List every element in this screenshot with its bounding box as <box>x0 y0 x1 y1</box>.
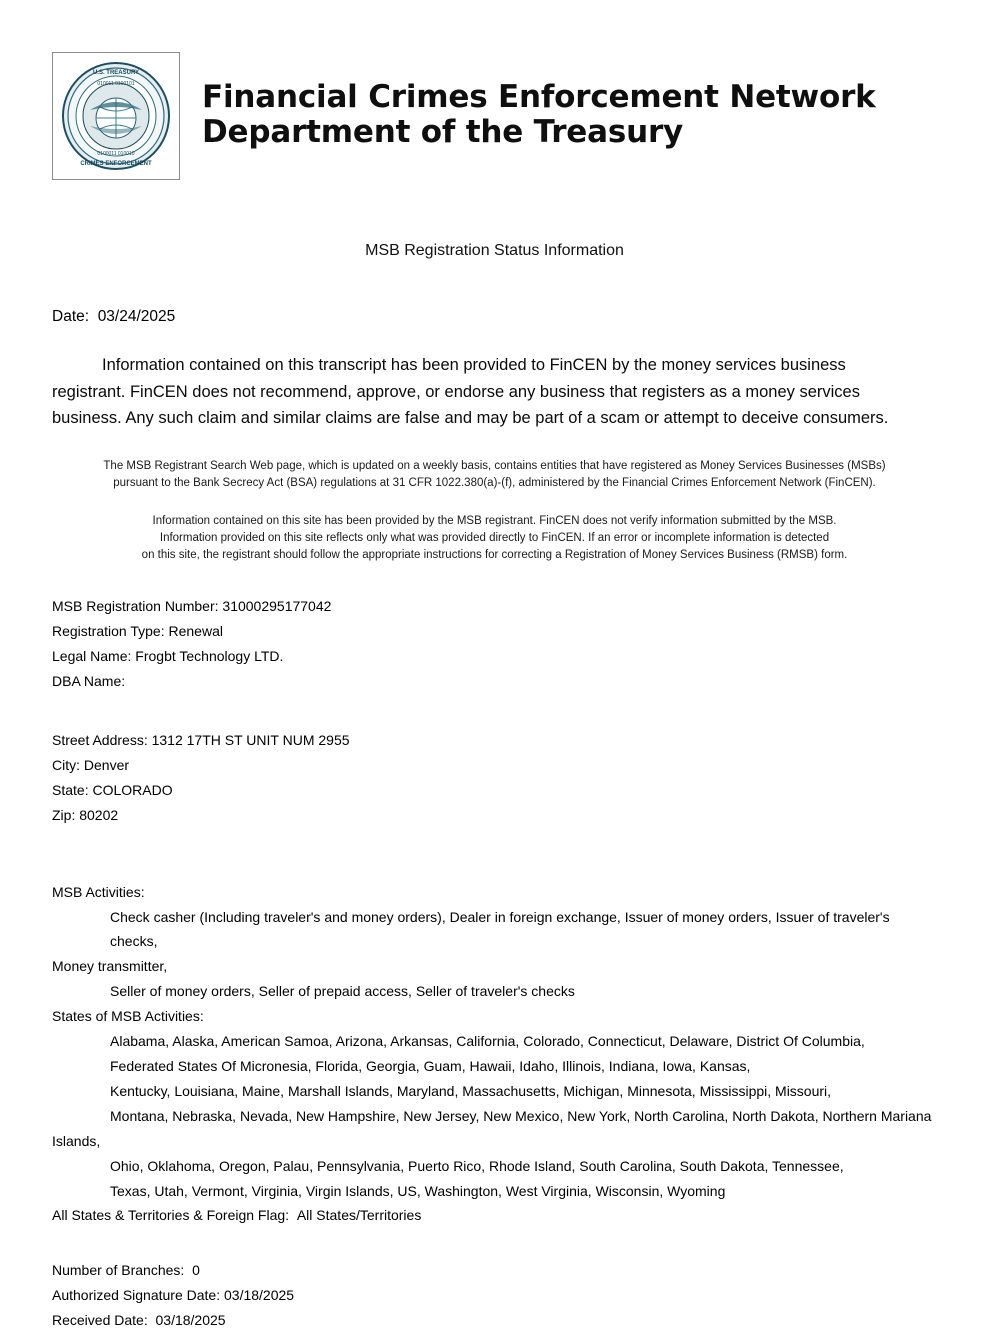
dba-name-label: DBA Name: <box>52 673 126 690</box>
dba-name-row <box>52 669 937 694</box>
legal-name-label: Legal Name: <box>52 648 132 665</box>
footer-fields <box>52 1258 937 1333</box>
city-label: City: <box>52 756 80 773</box>
authorized-signature-date-label: Authorized Signature Date: <box>52 1287 221 1304</box>
fine-print-2-line-1: Information contained on this site has been provided by the MSB registrant. FinCEN does not verify information submitted by the MSB. <box>152 514 837 527</box>
msb-activity-line: Money transmitter, <box>52 958 168 975</box>
msb-activity-line: Seller of money orders, Seller of prepaid access, Seller of traveler's checks <box>110 983 575 1000</box>
svg-text:010011 0100101: 010011 0100101 <box>97 81 135 87</box>
number-of-branches-label: Number of Branches: <box>52 1262 185 1279</box>
city-value: Denver <box>83 756 130 773</box>
registration-type-row <box>52 619 937 644</box>
city-row <box>52 753 937 778</box>
authorized-signature-date-row <box>52 1283 937 1308</box>
number-of-branches-value: 0 <box>192 1262 200 1279</box>
agency-name-line-1: Financial Crimes Enforcement Network <box>202 79 876 115</box>
date-line <box>52 308 937 326</box>
zip-row <box>52 803 937 828</box>
received-date-value: 03/18/2025 <box>155 1312 226 1329</box>
fine-print-block <box>52 458 937 564</box>
registration-type-label: Registration Type: <box>52 623 165 640</box>
treasury-seal-icon <box>60 60 172 172</box>
fine-print-2-line-3: on this site, the registrant should follow the appropriate instructions for correcting a Registration of Money Services Business (RMSB) form. <box>141 549 848 562</box>
street-address-row <box>52 728 937 753</box>
svg-text:0100011 010010: 0100011 010010 <box>97 151 135 157</box>
all-states-label: All States & Territories & Foreign Flag: <box>52 1207 290 1224</box>
street-address-value: 1312 17TH ST UNIT NUM 2955 <box>151 732 350 749</box>
page-title: MSB Registration Status Information <box>365 242 624 259</box>
fine-print-1-line-1: The MSB Registrant Search Web page, which is updated on a weekly basis, contains entities that have registered as Money Services Businesses (MSBs) <box>103 460 886 473</box>
registration-type-value: Renewal <box>168 623 223 640</box>
document-body <box>0 308 989 1333</box>
all-states-value: All States/Territories <box>296 1207 422 1224</box>
zip-label: Zip: <box>52 806 76 823</box>
states-line: Federated States Of Micronesia, Florida, Georgia, Guam, Hawaii, Idaho, Illinois, Indiana, Iowa, Kansas, <box>110 1058 751 1074</box>
states-of-activities-heading: States of MSB Activities: <box>52 1008 204 1025</box>
date-label: Date: <box>52 308 90 325</box>
fine-print-1 <box>52 458 937 493</box>
agency-title <box>202 52 876 149</box>
spacer-address <box>52 694 937 728</box>
all-states-row <box>52 1203 937 1228</box>
legal-name-value: Frogbt Technology LTD. <box>135 648 284 665</box>
registration-fields <box>52 594 937 694</box>
svg-text:U.S. TREASURY: U.S. TREASURY <box>92 70 140 76</box>
state-value: COLORADO <box>92 781 173 798</box>
authorized-signature-date-value: 03/18/2025 <box>224 1287 295 1304</box>
received-date-row <box>52 1308 937 1333</box>
spacer-activities <box>52 828 937 880</box>
street-address-label: Street Address: <box>52 732 148 749</box>
agency-name-line-2: Department of the Treasury <box>202 113 684 150</box>
states-line: Islands, <box>52 1132 101 1149</box>
fine-print-1-line-2: pursuant to the Bank Secrecy Act (BSA) regulations at 31 CFR 1022.380(a)-(f), administered by the Financial Crimes Enforcement Network (FinCEN). <box>113 477 876 490</box>
states-line: Kentucky, Louisiana, Maine, Marshall Islands, Maryland, Massachusetts, Michigan, Minnesota, Mississippi, Missouri, <box>110 1082 832 1099</box>
states-line: Ohio, Oklahoma, Oregon, Palau, Pennsylvania, Puerto Rico, Rhode Island, South Carolina, South Dakota, Tennessee, <box>110 1157 844 1174</box>
legal-name-row <box>52 644 937 669</box>
msb-registration-number-label: MSB Registration Number: <box>52 598 219 615</box>
states-line: Montana, Nebraska, Nevada, New Hampshire, New Jersey, New Mexico, New York, North Carolina, North Dakota, Northern Mariana <box>110 1107 932 1124</box>
state-row <box>52 778 937 803</box>
states-of-activities-list <box>52 1029 937 1203</box>
intro-paragraph: Information contained on this transcript has been provided to FinCEN by the money services business registrant. FinCEN does not recommend, approve, or endorse any business that registers as a money services business. Any such claim and similar claims are false and may be part of a scam or attempt to deceive consumers. <box>52 356 889 428</box>
states-line: Alabama, Alaska, American Samoa, Arizona, Arkansas, California, Colorado, Connecticut, Delaware, District Of Columbia, <box>110 1033 865 1050</box>
fine-print-2 <box>52 513 937 565</box>
msb-registration-number-row <box>52 594 937 619</box>
states-line: Texas, Utah, Vermont, Virginia, Virgin Islands, US, Washington, West Virginia, Wisconsin, Wyoming <box>110 1182 726 1199</box>
msb-registration-number-value: 31000295177042 <box>222 598 332 615</box>
zip-value: 80202 <box>79 806 119 823</box>
date-value: 03/24/2025 <box>97 308 176 325</box>
treasury-seal-container <box>52 52 180 180</box>
msb-activities-section <box>52 880 937 1229</box>
msb-activities-heading: MSB Activities: <box>52 883 145 900</box>
received-date-label: Received Date: <box>52 1312 148 1329</box>
state-label: State: <box>52 781 89 798</box>
document-header <box>0 0 989 180</box>
msb-activity-line: Check casher (Including traveler's and money orders), Dealer in foreign exchange, Issuer of money orders, Issuer of traveler's checks, <box>110 908 890 950</box>
address-fields <box>52 728 937 828</box>
fine-print-2-line-2: Information provided on this site reflects only what was provided directly to FinCEN. If an error or incomplete information is detected <box>159 531 830 544</box>
svg-text:CRIMES ENFORCEMENT: CRIMES ENFORCEMENT <box>80 161 152 167</box>
